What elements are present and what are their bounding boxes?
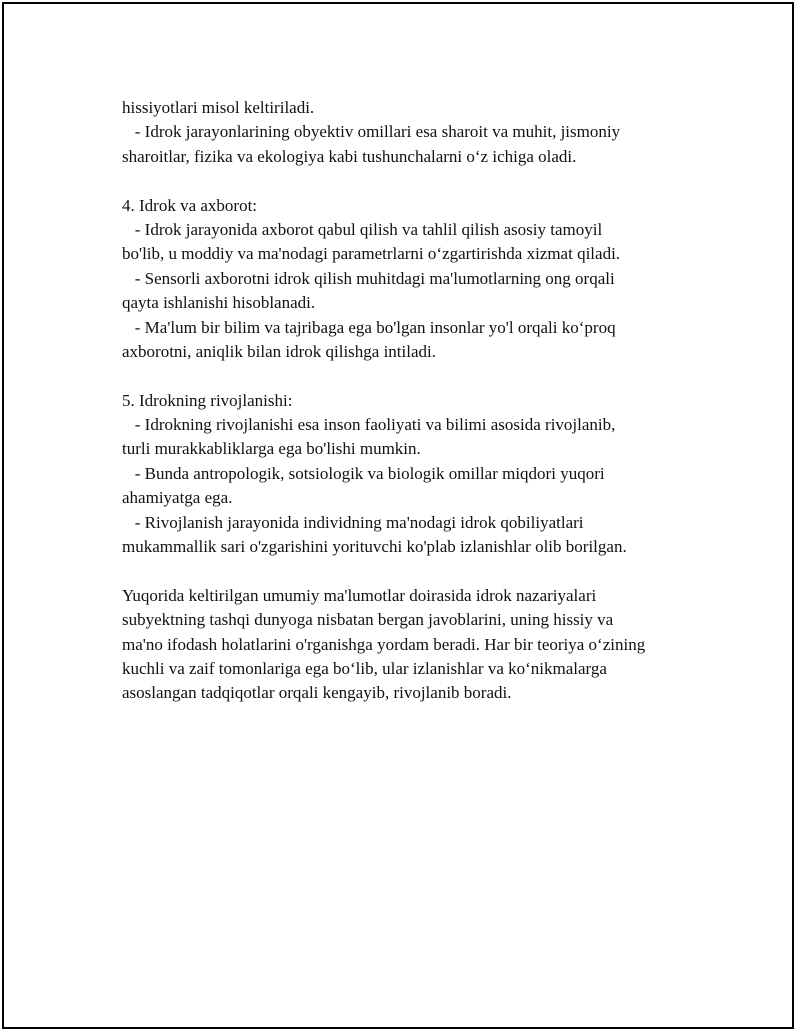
text-line: subyektning tashqi dunyoga nisbatan bergan javoblarini, uning hissiy va xyxy=(122,610,614,630)
text-line: sharoitlar, fizika va ekologiya kabi tushunchalarni o‘z ichiga oladi. xyxy=(122,146,577,166)
text-line: - Idrokning rivojlanishi esa inson faoliyati va bilimi asosida rivojlanib, xyxy=(122,415,616,435)
text-line: axborotni, aniqlik bilan idrok qilishga intiladi. xyxy=(122,341,436,361)
text-line: bo'lib, u moddiy va ma'nodagi parametrlarni o‘zgartirishda xizmat qiladi. xyxy=(122,244,621,264)
text-line: ma'no ifodash holatlarini o'rganishga yordam beradi. Har bir teoriya o‘zining xyxy=(122,634,646,654)
text-line: mukammallik sari o'zgarishini yorituvchi ko'plab izlanishlar olib borilgan. xyxy=(122,537,627,557)
document-body xyxy=(122,96,712,706)
text-line: kuchli va zaif tomonlariga ega bo‘lib, ular izlanishlar va ko‘nikmalarga xyxy=(122,658,607,678)
paragraph-gap xyxy=(122,364,712,388)
paragraph-gap xyxy=(122,559,712,583)
page-frame xyxy=(2,2,794,1029)
text-line: - Sensorli axborotni idrok qilish muhitdagi ma'lumotlarning ong orqali xyxy=(122,268,615,288)
section-heading: 5. Idrokning rivojlanishi: xyxy=(122,390,293,410)
text-line: - Rivojlanish jarayonida individning ma'nodagi idrok qobiliyatlari xyxy=(122,512,584,532)
text-line: - Bunda antropologik, sotsiologik va biologik omillar miqdori yuqori xyxy=(122,463,605,483)
text-line: turli murakkabliklarga ega bo'lishi mumkin. xyxy=(122,439,421,459)
text-line: ahamiyatga ega. xyxy=(122,488,233,508)
text-line: - Ma'lum bir bilim va tajribaga ega bo'lgan insonlar yo'l orqali ko‘proq xyxy=(122,317,616,337)
text-line: - Idrok jarayonlarining obyektiv omillari esa sharoit va muhit, jismoniy xyxy=(122,122,621,142)
text-line: qayta ishlanishi hisoblanadi. xyxy=(122,293,316,313)
text-line: - Idrok jarayonida axborot qabul qilish va tahlil qilish asosiy tamoyil xyxy=(122,219,603,239)
text-line: asoslangan tadqiqotlar orqali kengayib, rivojlanib boradi. xyxy=(122,683,512,703)
paragraph-gap xyxy=(122,169,712,193)
section-heading: 4. Idrok va axborot: xyxy=(122,195,258,215)
text-line: Yuqorida keltirilgan umumiy ma'lumotlar doirasida idrok nazariyalari xyxy=(122,585,597,605)
text-line: hissiyotlari misol keltiriladi. xyxy=(122,98,315,117)
